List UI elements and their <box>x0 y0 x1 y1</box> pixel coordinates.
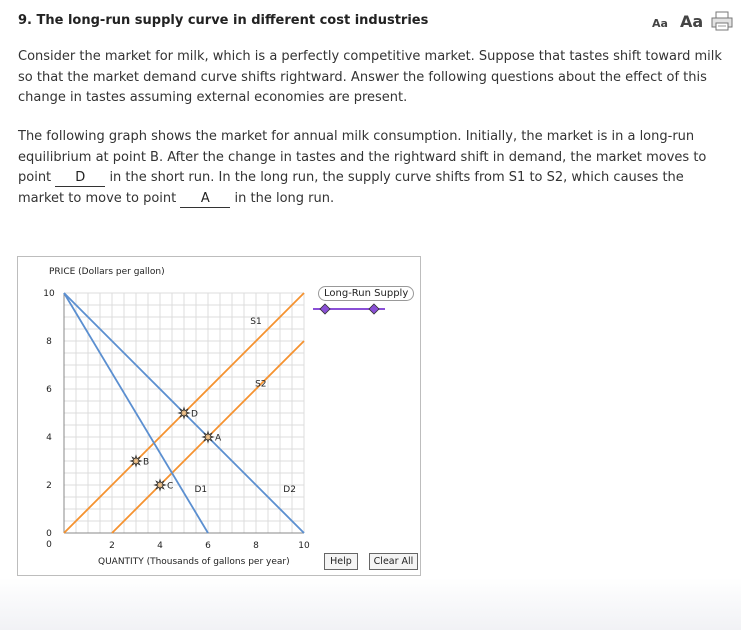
decrease-font-button[interactable]: Aa <box>652 17 668 30</box>
printer-icon[interactable] <box>711 11 733 31</box>
curve-label-d2: D2 <box>283 485 296 496</box>
legend-handle-right <box>369 304 379 314</box>
legend-long-run-supply-tool[interactable] <box>311 302 389 316</box>
curve-label-d1: D1 <box>194 485 208 496</box>
x-tick-label-10: 10 <box>298 541 310 551</box>
y-tick-label-6: 6 <box>46 385 52 395</box>
clear-all-button[interactable]: Clear All <box>369 553 418 570</box>
point-label-a: A <box>215 433 222 444</box>
bottom-band <box>0 578 741 630</box>
x-tick-label-8: 8 <box>253 541 259 551</box>
y-tick-label-2: 2 <box>46 481 52 491</box>
point-marker-b <box>131 456 141 466</box>
y-tick-label-0: 0 <box>46 529 52 539</box>
point-label-b: B <box>143 457 150 468</box>
y-tick-label-10: 10 <box>43 289 55 299</box>
intro-text: Consider the market for milk, which is a perfectly competitive market. Suppose that tastes shift toward milk so that the market demand curve shifts rightward. Answer the following questions about the effect of this change in tastes assuming external economies are present. <box>18 49 722 105</box>
point-label-c: C <box>167 481 174 492</box>
point-label-d: D <box>191 409 198 420</box>
curve-label-s2: S2 <box>255 379 267 390</box>
y-tick-label-origin: 0 <box>46 540 52 550</box>
question-title: 9. The long-run supply curve in different cost industries <box>18 13 429 28</box>
curve-label-s1: S1 <box>250 317 262 328</box>
point-marker-d <box>179 408 189 418</box>
legend-long-run-supply-label: Long-Run Supply <box>318 286 414 301</box>
question-part-3: in the long run. <box>234 190 335 206</box>
x-tick-label-6: 6 <box>205 541 211 551</box>
y-tick-label-8: 8 <box>46 337 52 347</box>
increase-font-button[interactable]: Aa <box>680 12 704 31</box>
point-marker-a <box>203 432 213 442</box>
question-part-1: The following graph shows the market for annual milk consumption. Initially, the market is in a long-run equilibrium at point B. After the change in tastes and the rightward shift in demand, the market moves to point <box>18 129 707 185</box>
y-tick-label-4: 4 <box>46 433 52 443</box>
x-tick-label-4: 4 <box>157 541 163 551</box>
legend-handle-left <box>320 304 330 314</box>
question-text <box>18 127 723 209</box>
x-axis-title: QUANTITY (Thousands of gallons per year) <box>98 557 290 567</box>
answer-blank-short-run[interactable]: D <box>55 170 105 187</box>
x-tick-label-2: 2 <box>109 541 115 551</box>
point-marker-c <box>155 480 165 490</box>
help-button[interactable]: Help <box>324 553 358 570</box>
answer-blank-long-run[interactable]: A <box>180 191 230 208</box>
y-axis-title: PRICE (Dollars per gallon) <box>49 267 165 277</box>
question-part-2: in the short run. In the long run, the supply curve shifts from S1 to S2, which causes the market to move to point <box>18 170 684 206</box>
